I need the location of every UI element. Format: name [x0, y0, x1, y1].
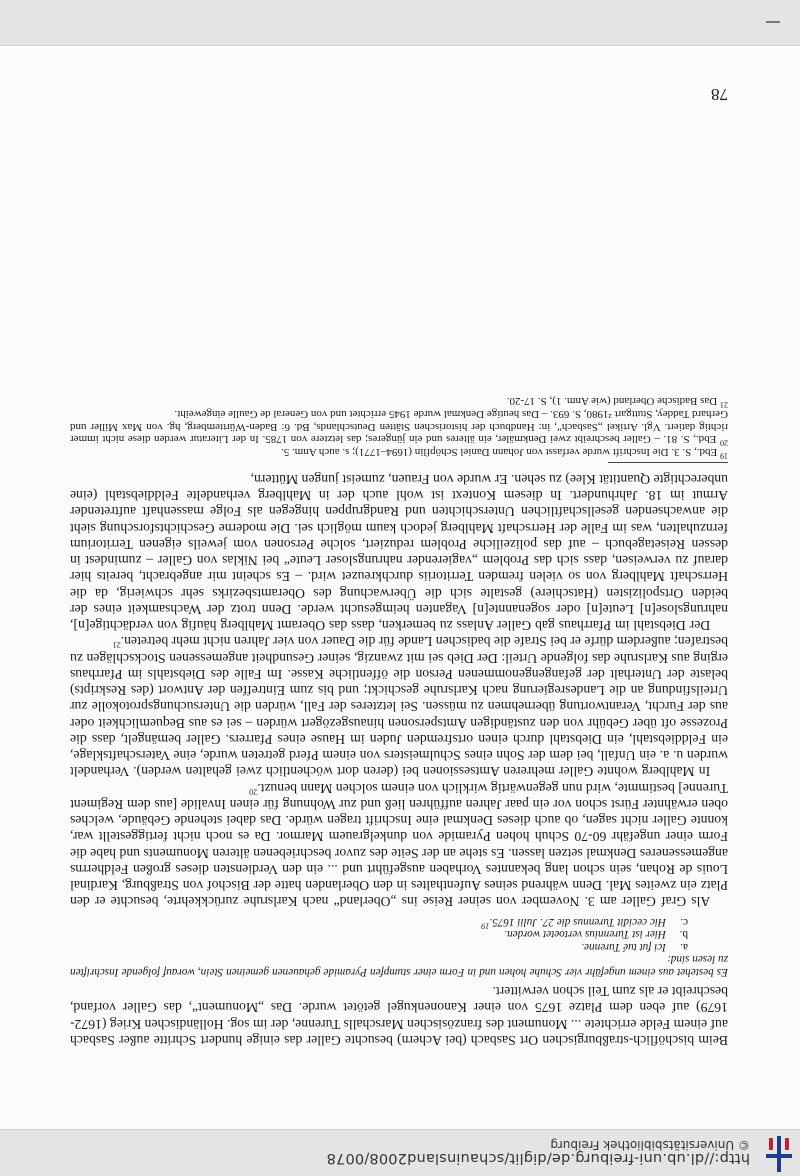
footnote-19 [70, 445, 728, 461]
viewer-top-bar [0, 1129, 800, 1176]
paragraph-3-text: In Mahlberg wohnte Galler mehreren Amtsessionen bei (deren dort wöchentlich zwei gehalten werden). Verhandelt wurden u. a. ein Unfall, bei dem der Sohn eines Schulmeisters von einem Pferd getreten wurde, eine Vaterschaftsklage, ein Felddiebstahl, ein Diebstahl durch einen ortsfremden Juden im Hause eines Pfarrers. Galler bemängelt, dass die Prozesse oft über Gebühr von den zuständigen Amtspersonen hinausgezögert würden – sei es aus Bequemlichkeit oder aus der Furcht, Verantwortung übernehmen zu müssen. Sei letzteres der Fall, würden die Untersuchungsprotokolle zur Urteilsfindung an die Landesregierung nach Karlsruhe geschickt; und bis zum Eintreffen der Antwort (des Reskripts) belaste der Unterhalt der gefangengenommenen Person die öffentliche Kasse. Im Falle des Diebstahls im Pfarrhaus erging aus Karlsruhe das folgende Urteil: Der Dieb sei mit zwanzig, seiner Gesundheit angemessenen Stockschlägen zu bestrafen; außerdem dürfe er bei Strafe die badischen Lande für die Dauer von vier Jahren nicht mehr betreten. [70, 634, 728, 780]
inscription-label: c. [680, 916, 688, 928]
footnote-text: Ebd., S. 3. Die Inschrift wurde verfasst von Johann Daniel Schöpflin (1694–1771); s. auch Anm. 5. [280, 445, 718, 458]
footnote-21 [70, 395, 728, 411]
footnote-text: Das Badische Oberland (wie Anm. 1), S. 17-20. [506, 395, 718, 408]
footnote-ref: 19 [481, 921, 490, 931]
inscription-text: Hier ist Turennius vertoetet worden. [504, 928, 666, 941]
footnote-ref: 21 [112, 641, 121, 651]
inscription-label: b. [679, 928, 688, 941]
footnote-divider [608, 462, 728, 463]
paragraph-1: Beim bischöflich-straßburgischen Ort Sasbach (bei Achern) besuchte Galler das einige hundert Schritte außer Sasbach auf einem Felde errichtete ... Monument des französischen Marschalls Turenne, der im sog. Holländischen Krieg (1672-1679) auf eben dem Platze 1675 von einer Kanonenkugel getötet wurde. Das „Monument“, das Galler vorfand, beschreibt er als zum Teil schon verwittert. [70, 984, 728, 1048]
copyright-notice: © Universitätsbibliothek Freiburg [550, 1138, 750, 1152]
footnotes [69, 395, 728, 461]
inscription-block [70, 916, 728, 979]
footnote-number: 19 [720, 451, 728, 461]
paragraph-3 [70, 633, 728, 779]
inscription-line-a [70, 941, 728, 954]
paragraph-2-text: Als Graf Galler am 3. November von seiner Reise ins „Oberland“ nach Karlsruhe zurückkehrte, besuchte er den Platz ein zweites Mal. Denn während seines Aufenthaltes in den Oberlanden hatte der Bischof von Straßburg, Kardinal Louis de Rohan, sein schon lang bekanntes Vorhaben ausgeführt und ... ein den Verdiensten dieses großen Feldherrns angemesseneres Denkmal setzen lassen. Es stehe an der Seite des zuvor beschriebenen älteren Monuments und habe die Form einer ungefähr 60-70 Schuh hohen Pyramide von dunkelgrauem Marmor. Da es noch nicht fertiggestellt war, konnte Galler nicht sagen, ob auch dieses Denkmal eine Inschrift tragen würde. Das dabei stehende Gebäude, welches oben erwähnter Fürst schon vor ein paar Jahren aufführen ließ und zur Wohnung für einen Invalide [aus dem Regiment Turenne] bestimmte, wird nun gegenwärtig wirklich von einem solchen Mann benuzt. [70, 780, 728, 910]
bar-tick-icon [766, 21, 780, 23]
footnote-20 [69, 407, 728, 448]
footnote-text: Ebd., S. 81. – Galler beschreibt zwei Denkmäler, ein älteres und ein jüngeres; das letztere von 1785. In der Literatur werden diese nicht immer richtig datiert. Vgl. Artikel „Sasbach“, in: Handbuch der historischen Stätten Deutschlands, Bd. 6: Baden-Württemberg, hg. von Max Miller und Gerhard Taddey, Stuttgart ²1980, S. 693. – Das heutige Denkmal wurde 1945 errichtet und von General de Gaulle eingeweiht. [69, 407, 728, 446]
inscription-line-c [70, 916, 728, 929]
footnote-number: 21 [720, 401, 728, 411]
footnote-number: 20 [720, 438, 728, 448]
page-number: 78 [711, 85, 728, 104]
inscription-line-b [70, 928, 728, 941]
page-url[interactable]: http://dl.ub.uni-freiburg.de/diglit/schauinsland2008/0078 [326, 1150, 750, 1166]
ub-freiburg-logo-icon [766, 1136, 792, 1172]
inscription-intro: Es bestehet aus einem ungefähr vier Schuhe hohen und in Form einer stumpfen Pyramide gehauenen gemeinen Stein, worauf folgende Inschriften zu lesen sind: [70, 953, 728, 978]
inscription-text: Ici fut tué Turenne. [581, 941, 666, 953]
paragraph-2 [70, 780, 728, 910]
page-body [70, 395, 728, 1048]
paragraph-4: Der Diebstahl im Pfarrhaus gab Galler Anlass zu bemerken, dass das Oberamt Mahlberg häufig von verdächtige[n], nahrungslose[n] Leute[n] oder sogenannte[n] Vaganten heimgesucht werde. Denn trotz der Wachsamkeit eines der beiden Ortspolizisten (Hatschiere) gestalte sich die Überwachung des Oberamtsbezirks sehr schwierig, da die Herrschaft Mahlberg von so vielen fremden Territoriis durchkreuzet wird. – Es scheint mir angebracht, bereits hier darauf zu verweisen, dass sich das Problem „vagierender nahrungsloser Leute“ bei Niklas von Galler – zumindest in dessen Reisetagebuch – auf das polizeiliche Problem reduziert, solche Personen vom jeweils eigenen Territorium fernzuhalten, was im Falle der Herrschaft Mahlberg jedoch kaum möglich sei. Die moderne Geschichtsforschung sieht die anwachsenden gesellschaftlichen Unterschichten und Randgruppen hingegen als Folge massenhaft auftretender Armut im 18. Jahrhundert. In diesem Kontext ist wohl auch der in Mahlberg verhandelte Felddiebstahl (eine unberechtigte Quantität Klee) zu sehen. Er wurde von Frauen, zumeist jungen Müttern, [70, 472, 728, 634]
inscription-text: Hic cecidit Turennus die 27. Julii 1675. [489, 916, 666, 928]
viewer-bottom-bar [0, 0, 800, 46]
inscription-label: a. [680, 941, 688, 953]
footnote-ref: 20 [249, 787, 258, 797]
